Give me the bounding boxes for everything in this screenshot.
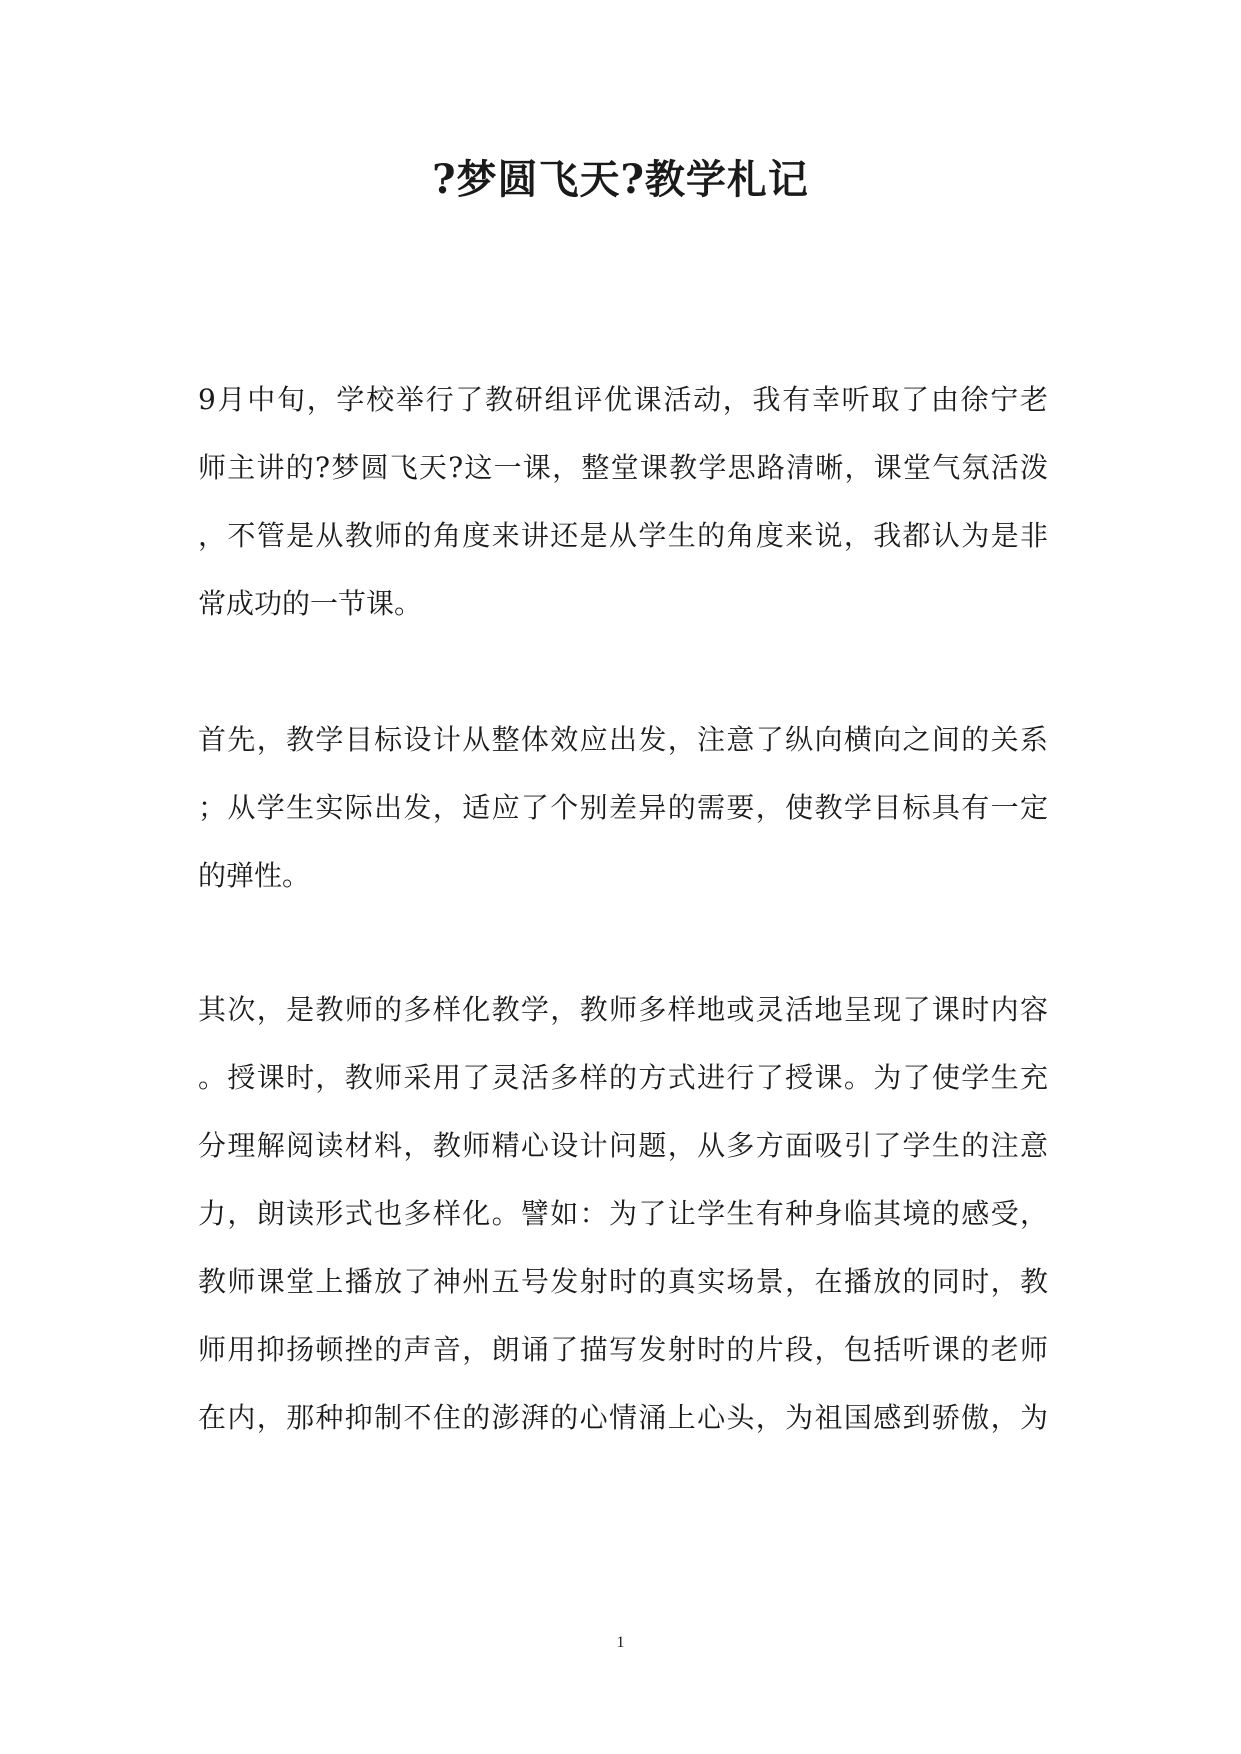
paragraph-2-line-3: 的弹性。 bbox=[198, 859, 311, 892]
paragraph-3-line-7: 在内，那种抑制不住的澎湃的心情涌上心头，为祖国感到骄傲，为 bbox=[198, 1401, 1048, 1434]
paragraph-3-line-3: 分理解阅读材料，教师精心设计问题，从多方面吸引了学生的注意 bbox=[198, 1129, 1048, 1162]
paragraph-3-line-5: 教师课堂上播放了神州五号发射时的真实场景，在播放的同时，教 bbox=[198, 1265, 1048, 1298]
paragraph-3-line-6: 师用抑扬顿挫的声音，朗诵了描写发射时的片段，包括听课的老师 bbox=[198, 1333, 1048, 1366]
paragraph-3-line-2: 。授课时，教师采用了灵活多样的方式进行了授课。为了使学生充 bbox=[198, 1061, 1048, 1094]
paragraph-1-line-3: ，不管是从教师的角度来讲还是从学生的角度来说，我都认为是非 bbox=[198, 519, 1048, 552]
paragraph-1-line-2: 师主讲的?梦圆飞天?这一课，整堂课教学思路清晰，课堂气氛活泼 bbox=[198, 451, 1048, 484]
document-title: ?梦圆飞天?教学札记 bbox=[432, 156, 809, 203]
paragraph-3-line-1: 其次，是教师的多样化教学，教师多样地或灵活地呈现了课时内容 bbox=[198, 993, 1048, 1026]
paragraph-1-line-4: 常成功的一节课。 bbox=[198, 587, 423, 620]
paragraph-2-line-2: ；从学生实际出发，适应了个别差异的需要，使教学目标具有一定 bbox=[198, 791, 1048, 824]
paragraph-3-line-4: 力，朗读形式也多样化。譬如：为了让学生有种身临其境的感受， bbox=[198, 1197, 1048, 1230]
page-number: 1 bbox=[616, 1634, 625, 1651]
paragraph-2-line-1: 首先，教学目标设计从整体效应出发，注意了纵向横向之间的关系 bbox=[198, 723, 1048, 756]
paragraph-1-line-1: 9月中旬，学校举行了教研组评优课活动，我有幸听取了由徐宁老 bbox=[198, 383, 1048, 416]
